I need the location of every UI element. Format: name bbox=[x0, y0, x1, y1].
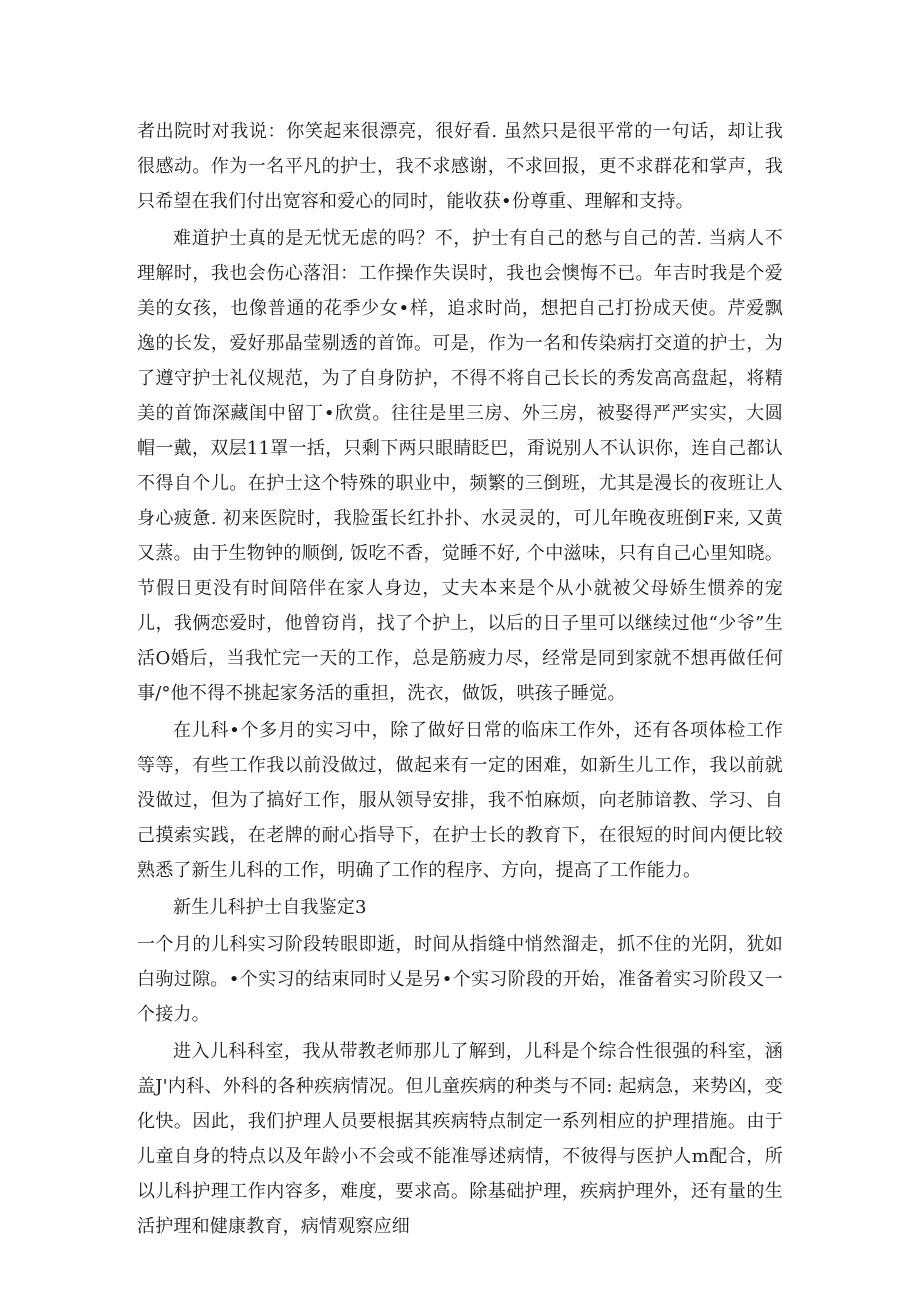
paragraph-1: 者出院时对我说：你笑起来很漂亮，很好看. 虽然只是很平常的一句话，却让我很感动。作为一名平凡的护士，我不求感谢，不求回报，更不求群花和掌声，我只希望在我们付出宽容和爱心的同时，能收获•份尊重、理解和支持。 bbox=[137, 121, 783, 212]
paragraph-5: 进入儿科科室，我从带教老师那儿了解到，儿科是个综合性很强的科室，涵盖J'内科、外科的各种疾病情况。但儿童疾病的种类与不同: 起病急，来势凶，变化快。因此，我们护理人员要根据其疾病特点制定一系列相应的护理措施。由于儿童自身的特点以及年龄小不会或不能准辱述病情，不彼得与医护人m配合，所以儿科护理工作内容多，难度，要求高。除基础护理，疾病护理外，还有量的生活护理和健康教育，病情观察应细 bbox=[137, 1041, 783, 1237]
paragraph-3: 在儿科•个多月的实习中，除了做好日常的临床工作外，还有各项体检工作等等，有些工作我以前没做过，做起来有一定的困难，如新生儿工作，我以前就没做过，但为了搞好工作，服从领导安排，我不怕麻烦，向老肺谙教、学习、自己摸索实践，在老牌的耐心指导下，在护士长的教育下，在很短的时间内便比较熟悉了新生儿科的工作，明确了工作的程序、方向，提高了工作能力。 bbox=[137, 720, 783, 881]
section-heading: 新生儿科护士自我鉴定3 bbox=[173, 897, 367, 918]
paragraph-2: 难道护士真的是无忧无虑的吗？不，护士有自己的愁与自己的苦. 当病人不理解时，我也会伤心落泪：工作操作失误时，我也会懊悔不已。年吉时我是个爱美的女孩，也像普通的花季少女•样，追求时尚，想把自己打扮成天使。芹爱飘逸的长发，爱好那晶莹剔透的首饰。可是，作为一名和传染病打交道的护士，为了遵守护士礼仪规范，为了自身防护，不得不将自己长长的秀发高高盘起，将精美的首饰深藏闺中留丁•欣赏。往往是里三房、外三房，被娶得严严实实，大圆帽一戴，双层11罩一括，只剩下两只眼睛眨巴，甭说别人不认识你，连自己都认不得自个儿。在护士这个特殊的职业中，频繁的三倒班，尤其是漫长的夜班让人身心疲惫. 初来医院时，我脸蛋长红扑扑、水灵灵的，可儿年晚夜班倒F来, 又黄又蒸。由于生物钟的顺倒, 饭吃不香，觉睡不好, 个中滋味，只有自己心里知晓。节假日更没有时间陪伴在家人身边，丈夫本来是个从小就被父母娇生惯养的宠儿，我俩恋爱时，他曾窃肖，找了个护上，以后的日子里可以继续过他“少爷”生活O婚后，当我忙完一天的工作，总是筋疲力尽，经常是同到家就不想再做任何事/°他不得不挑起家务活的重担，洗衣，做饭，哄孩子睡觉。 bbox=[137, 228, 783, 704]
document-body bbox=[137, 114, 783, 1244]
paragraph-4: 一个月的儿科实习阶段转眼即逝，时间从指缝中悄然溜走，抓不住的光阴，犹如白驹过隙。•个实习的结束同时乂是另•个实习阶段的开始，准备着实习阶段又一个接力。 bbox=[137, 934, 783, 1025]
